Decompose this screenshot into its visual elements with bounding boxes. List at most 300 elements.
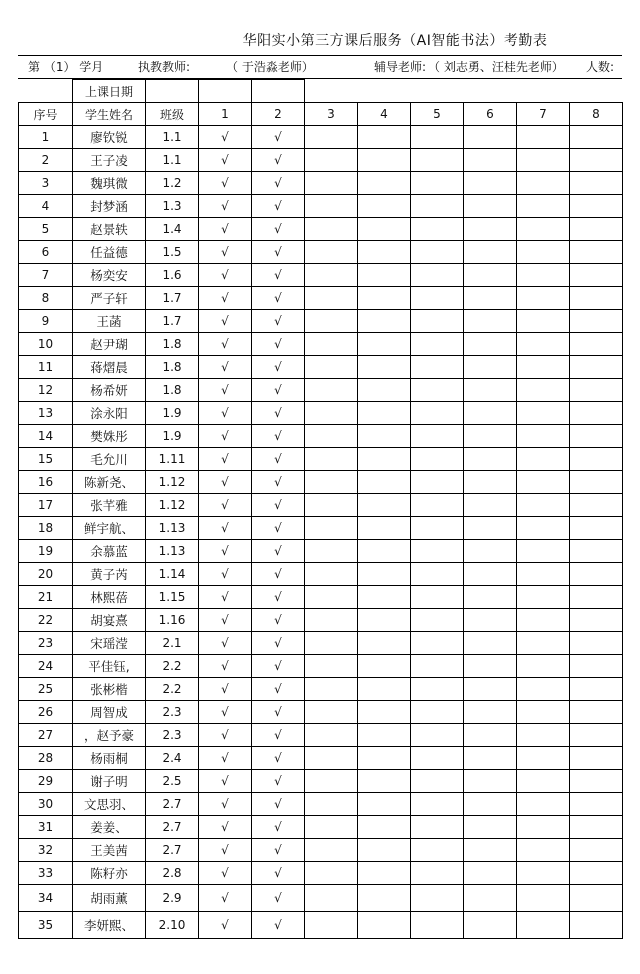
- attendance-cell: [358, 912, 411, 939]
- attendance-cell: [570, 149, 623, 172]
- attendance-cell: [411, 816, 464, 839]
- class-cell: 1.8: [146, 333, 199, 356]
- check-mark-cell: √: [252, 241, 305, 264]
- seq-cell: 18: [19, 517, 73, 540]
- student-name-cell: 樊姝彤: [73, 425, 146, 448]
- attendance-cell: [570, 379, 623, 402]
- attendance-cell: [411, 609, 464, 632]
- attendance-cell: [517, 195, 570, 218]
- attendance-cell: [570, 195, 623, 218]
- seq-cell: 1: [19, 126, 73, 149]
- attendance-table: [18, 79, 623, 939]
- student-name-cell: 王子凌: [73, 149, 146, 172]
- seq-cell: 15: [19, 448, 73, 471]
- student-name-cell: 余慕蓝: [73, 540, 146, 563]
- attendance-cell: [570, 586, 623, 609]
- attendance-cell: [411, 770, 464, 793]
- seq-cell: 19: [19, 540, 73, 563]
- attendance-cell: [358, 172, 411, 195]
- student-name-cell: 陈新尧、: [73, 471, 146, 494]
- check-mark-cell: √: [252, 494, 305, 517]
- seq-cell: 28: [19, 747, 73, 770]
- attendance-cell: [305, 172, 358, 195]
- attendance-cell: [358, 839, 411, 862]
- class-cell: 1.13: [146, 540, 199, 563]
- check-mark-cell: √: [252, 172, 305, 195]
- check-mark-cell: √: [199, 195, 252, 218]
- check-mark-cell: √: [199, 287, 252, 310]
- class-cell: 1.4: [146, 218, 199, 241]
- column-header-session: 7: [517, 103, 570, 126]
- attendance-cell: [570, 287, 623, 310]
- attendance-cell: [517, 218, 570, 241]
- attendance-cell: [411, 425, 464, 448]
- attendance-cell: [464, 724, 517, 747]
- attendance-cell: [358, 356, 411, 379]
- attendance-cell: [570, 701, 623, 724]
- attendance-cell: [411, 655, 464, 678]
- student-name-cell: 严子轩: [73, 287, 146, 310]
- attendance-cell: [358, 609, 411, 632]
- attendance-cell: [570, 793, 623, 816]
- class-cell: 2.5: [146, 770, 199, 793]
- seq-cell: 6: [19, 241, 73, 264]
- attendance-cell: [464, 793, 517, 816]
- date-cell: [305, 80, 358, 103]
- table-row: [19, 724, 623, 747]
- attendance-cell: [305, 747, 358, 770]
- seq-cell: 3: [19, 172, 73, 195]
- table-row: [19, 862, 623, 885]
- table-row: [19, 494, 623, 517]
- student-name-cell: 宋瑶滢: [73, 632, 146, 655]
- check-mark-cell: √: [252, 379, 305, 402]
- class-cell: 2.4: [146, 747, 199, 770]
- attendance-cell: [517, 149, 570, 172]
- attendance-cell: [411, 912, 464, 939]
- check-mark-cell: √: [252, 793, 305, 816]
- attendance-cell: [464, 701, 517, 724]
- attendance-cell: [517, 310, 570, 333]
- class-cell: 1.16: [146, 609, 199, 632]
- attendance-cell: [411, 471, 464, 494]
- check-mark-cell: √: [252, 333, 305, 356]
- student-name-cell: 张芊雅: [73, 494, 146, 517]
- class-cell: 1.7: [146, 287, 199, 310]
- attendance-cell: [464, 241, 517, 264]
- check-mark-cell: √: [199, 241, 252, 264]
- column-header-session: 5: [411, 103, 464, 126]
- attendance-cell: [517, 425, 570, 448]
- table-row: [19, 678, 623, 701]
- attendance-cell: [464, 678, 517, 701]
- student-name-cell: 封梦涵: [73, 195, 146, 218]
- table-row: [19, 149, 623, 172]
- attendance-cell: [305, 333, 358, 356]
- table-row: [19, 425, 623, 448]
- seq-cell: 26: [19, 701, 73, 724]
- attendance-cell: [411, 126, 464, 149]
- attendance-cell: [411, 379, 464, 402]
- attendance-cell: [517, 747, 570, 770]
- date-row: [19, 80, 623, 103]
- attendance-cell: [358, 287, 411, 310]
- table-row: [19, 747, 623, 770]
- table-row: [19, 912, 623, 939]
- student-name-cell: 赵尹瑚: [73, 333, 146, 356]
- date-cell: [411, 80, 464, 103]
- table-row: [19, 839, 623, 862]
- class-cell: 1.13: [146, 517, 199, 540]
- attendance-cell: [411, 540, 464, 563]
- column-header-row: [19, 103, 623, 126]
- attendance-cell: [358, 793, 411, 816]
- attendance-cell: [570, 632, 623, 655]
- check-mark-cell: √: [199, 885, 252, 912]
- student-name-cell: ，赵予豪: [73, 724, 146, 747]
- attendance-cell: [464, 218, 517, 241]
- attendance-cell: [570, 839, 623, 862]
- table-row: [19, 379, 623, 402]
- attendance-cell: [305, 287, 358, 310]
- attendance-cell: [358, 425, 411, 448]
- attendance-cell: [464, 356, 517, 379]
- attendance-cell: [411, 356, 464, 379]
- attendance-cell: [570, 563, 623, 586]
- check-mark-cell: √: [199, 586, 252, 609]
- attendance-cell: [464, 402, 517, 425]
- attendance-cell: [305, 912, 358, 939]
- attendance-cell: [305, 195, 358, 218]
- attendance-cell: [411, 333, 464, 356]
- attendance-cell: [411, 402, 464, 425]
- attendance-cell: [358, 678, 411, 701]
- attendance-cell: [358, 655, 411, 678]
- attendance-cell: [411, 839, 464, 862]
- attendance-cell: [305, 517, 358, 540]
- attendance-cell: [358, 770, 411, 793]
- check-mark-cell: √: [252, 425, 305, 448]
- check-mark-cell: √: [252, 563, 305, 586]
- column-header-session: 6: [464, 103, 517, 126]
- seq-cell: 34: [19, 885, 73, 912]
- check-mark-cell: √: [252, 586, 305, 609]
- attendance-cell: [570, 448, 623, 471]
- seq-cell: 11: [19, 356, 73, 379]
- seq-cell: 2: [19, 149, 73, 172]
- check-mark-cell: √: [252, 540, 305, 563]
- attendance-cell: [570, 425, 623, 448]
- check-mark-cell: √: [199, 333, 252, 356]
- attendance-cell: [517, 126, 570, 149]
- table-row: [19, 586, 623, 609]
- column-header-name: 学生姓名: [73, 103, 146, 126]
- table-row: [19, 241, 623, 264]
- attendance-cell: [570, 310, 623, 333]
- attendance-cell: [411, 586, 464, 609]
- attendance-cell: [517, 356, 570, 379]
- attendance-cell: [305, 218, 358, 241]
- student-name-cell: 蒋熠晨: [73, 356, 146, 379]
- attendance-cell: [464, 540, 517, 563]
- seq-cell: 25: [19, 678, 73, 701]
- student-name-cell: 廖钦锐: [73, 126, 146, 149]
- attendance-cell: [358, 402, 411, 425]
- seq-cell: 8: [19, 287, 73, 310]
- class-cell: 2.2: [146, 655, 199, 678]
- attendance-cell: [305, 885, 358, 912]
- check-mark-cell: √: [199, 724, 252, 747]
- table-row: [19, 310, 623, 333]
- check-mark-cell: √: [252, 402, 305, 425]
- check-mark-cell: √: [252, 195, 305, 218]
- class-cell: 2.3: [146, 724, 199, 747]
- attendance-cell: [464, 494, 517, 517]
- seq-cell: 23: [19, 632, 73, 655]
- attendance-cell: [305, 816, 358, 839]
- attendance-cell: [570, 816, 623, 839]
- table-row: [19, 517, 623, 540]
- column-header-session: 1: [199, 103, 252, 126]
- student-name-cell: 文思羽、: [73, 793, 146, 816]
- student-name-cell: 张彬楷: [73, 678, 146, 701]
- teacher-name: （ 于浩淼老师）: [226, 60, 314, 74]
- class-cell: 1.5: [146, 241, 199, 264]
- attendance-cell: [570, 912, 623, 939]
- attendance-cell: [411, 885, 464, 912]
- check-mark-cell: √: [199, 747, 252, 770]
- attendance-cell: [517, 701, 570, 724]
- student-name-cell: 黄子芮: [73, 563, 146, 586]
- class-cell: 2.7: [146, 839, 199, 862]
- attendance-cell: [464, 425, 517, 448]
- student-name-cell: 杨奕安: [73, 264, 146, 287]
- term-label: 第 （1） 学月: [28, 60, 104, 74]
- student-name-cell: 陈籽亦: [73, 862, 146, 885]
- attendance-cell: [305, 310, 358, 333]
- class-cell: 1.7: [146, 310, 199, 333]
- attendance-cell: [570, 540, 623, 563]
- attendance-cell: [411, 747, 464, 770]
- student-name-cell: 姜姜、: [73, 816, 146, 839]
- attendance-cell: [570, 402, 623, 425]
- attendance-cell: [305, 471, 358, 494]
- attendance-cell: [517, 264, 570, 287]
- check-mark-cell: √: [199, 793, 252, 816]
- check-mark-cell: √: [252, 448, 305, 471]
- class-cell: 2.8: [146, 862, 199, 885]
- attendance-cell: [411, 195, 464, 218]
- page-title: 华阳实小第三方课后服务（AI智能书法）考勤表: [242, 33, 548, 49]
- attendance-cell: [411, 678, 464, 701]
- attendance-cell: [411, 862, 464, 885]
- attendance-cell: [464, 172, 517, 195]
- class-cell: 1.9: [146, 402, 199, 425]
- student-name-cell: 胡宴熹: [73, 609, 146, 632]
- table-row: [19, 333, 623, 356]
- attendance-cell: [411, 241, 464, 264]
- attendance-cell: [305, 724, 358, 747]
- attendance-cell: [411, 264, 464, 287]
- attendance-cell: [358, 471, 411, 494]
- attendance-cell: [305, 356, 358, 379]
- seq-cell: 33: [19, 862, 73, 885]
- check-mark-cell: √: [199, 149, 252, 172]
- attendance-cell: [464, 862, 517, 885]
- attendance-cell: [517, 839, 570, 862]
- student-name-cell: 胡雨薰: [73, 885, 146, 912]
- class-cell: 2.2: [146, 678, 199, 701]
- attendance-cell: [517, 632, 570, 655]
- attendance-cell: [517, 494, 570, 517]
- check-mark-cell: √: [252, 816, 305, 839]
- seq-cell: 27: [19, 724, 73, 747]
- seq-cell: 17: [19, 494, 73, 517]
- attendance-cell: [411, 793, 464, 816]
- table-row: [19, 172, 623, 195]
- check-mark-cell: √: [199, 862, 252, 885]
- check-mark-cell: √: [199, 563, 252, 586]
- attendance-cell: [517, 724, 570, 747]
- assistant-label: 辅导老师:: [374, 60, 427, 74]
- check-mark-cell: √: [199, 310, 252, 333]
- attendance-cell: [517, 885, 570, 912]
- attendance-cell: [570, 747, 623, 770]
- table-row: [19, 402, 623, 425]
- student-name-cell: 林熙蓓: [73, 586, 146, 609]
- attendance-cell: [411, 563, 464, 586]
- seq-cell: 16: [19, 471, 73, 494]
- attendance-cell: [305, 126, 358, 149]
- date-cell: [358, 80, 411, 103]
- check-mark-cell: √: [199, 609, 252, 632]
- attendance-cell: [517, 770, 570, 793]
- student-name-cell: 杨雨桐: [73, 747, 146, 770]
- date-cell: [252, 80, 305, 103]
- class-cell: 2.1: [146, 632, 199, 655]
- check-mark-cell: √: [199, 425, 252, 448]
- seq-cell: 20: [19, 563, 73, 586]
- class-cell: 1.8: [146, 379, 199, 402]
- attendance-cell: [411, 310, 464, 333]
- attendance-cell: [570, 724, 623, 747]
- date-cell: [570, 80, 623, 103]
- class-cell: 1.12: [146, 471, 199, 494]
- attendance-cell: [464, 747, 517, 770]
- assistant-names: （ 刘志勇、汪桂先老师）: [428, 60, 564, 74]
- attendance-cell: [517, 678, 570, 701]
- column-header-seq: 序号: [19, 103, 73, 126]
- check-mark-cell: √: [199, 517, 252, 540]
- teacher-label: 执教教师:: [138, 60, 191, 74]
- class-cell: 2.10: [146, 912, 199, 939]
- attendance-cell: [570, 770, 623, 793]
- attendance-cell: [305, 425, 358, 448]
- seq-cell: 22: [19, 609, 73, 632]
- attendance-cell: [358, 195, 411, 218]
- class-cell: 2.3: [146, 701, 199, 724]
- table-row: [19, 218, 623, 241]
- check-mark-cell: √: [252, 912, 305, 939]
- table-row: [19, 816, 623, 839]
- seq-cell: 7: [19, 264, 73, 287]
- attendance-cell: [517, 402, 570, 425]
- attendance-cell: [570, 126, 623, 149]
- seq-cell: 5: [19, 218, 73, 241]
- attendance-cell: [517, 862, 570, 885]
- table-row: [19, 609, 623, 632]
- class-cell: 1.8: [146, 356, 199, 379]
- attendance-cell: [517, 448, 570, 471]
- check-mark-cell: √: [252, 287, 305, 310]
- class-cell: 1.1: [146, 126, 199, 149]
- attendance-cell: [517, 912, 570, 939]
- check-mark-cell: √: [252, 747, 305, 770]
- check-mark-cell: √: [252, 839, 305, 862]
- attendance-cell: [358, 126, 411, 149]
- student-name-cell: 谢子明: [73, 770, 146, 793]
- seq-cell: 35: [19, 912, 73, 939]
- attendance-cell: [358, 563, 411, 586]
- attendance-cell: [305, 632, 358, 655]
- check-mark-cell: √: [199, 816, 252, 839]
- attendance-cell: [517, 379, 570, 402]
- student-name-cell: 魏琪微: [73, 172, 146, 195]
- attendance-cell: [305, 563, 358, 586]
- attendance-cell: [464, 310, 517, 333]
- table-row: [19, 885, 623, 912]
- attendance-cell: [517, 563, 570, 586]
- attendance-cell: [358, 724, 411, 747]
- class-cell: 2.7: [146, 793, 199, 816]
- table-row: [19, 195, 623, 218]
- check-mark-cell: √: [252, 609, 305, 632]
- attendance-cell: [517, 517, 570, 540]
- attendance-cell: [358, 586, 411, 609]
- attendance-cell: [305, 839, 358, 862]
- column-header-session: 2: [252, 103, 305, 126]
- check-mark-cell: √: [252, 770, 305, 793]
- date-label: 上课日期: [73, 80, 146, 103]
- table-row: [19, 701, 623, 724]
- attendance-cell: [411, 218, 464, 241]
- attendance-cell: [570, 356, 623, 379]
- attendance-cell: [570, 885, 623, 912]
- attendance-cell: [570, 609, 623, 632]
- attendance-cell: [464, 149, 517, 172]
- attendance-cell: [358, 517, 411, 540]
- table-row: [19, 287, 623, 310]
- check-mark-cell: √: [252, 632, 305, 655]
- attendance-cell: [305, 379, 358, 402]
- attendance-cell: [570, 862, 623, 885]
- table-row: [19, 448, 623, 471]
- class-cell: 1.6: [146, 264, 199, 287]
- attendance-cell: [358, 816, 411, 839]
- attendance-cell: [464, 655, 517, 678]
- seq-cell: 10: [19, 333, 73, 356]
- check-mark-cell: √: [199, 701, 252, 724]
- check-mark-cell: √: [252, 471, 305, 494]
- table-row: [19, 563, 623, 586]
- class-cell: 1.2: [146, 172, 199, 195]
- check-mark-cell: √: [199, 448, 252, 471]
- attendance-cell: [305, 540, 358, 563]
- attendance-cell: [411, 632, 464, 655]
- check-mark-cell: √: [199, 471, 252, 494]
- attendance-cell: [358, 862, 411, 885]
- attendance-cell: [358, 149, 411, 172]
